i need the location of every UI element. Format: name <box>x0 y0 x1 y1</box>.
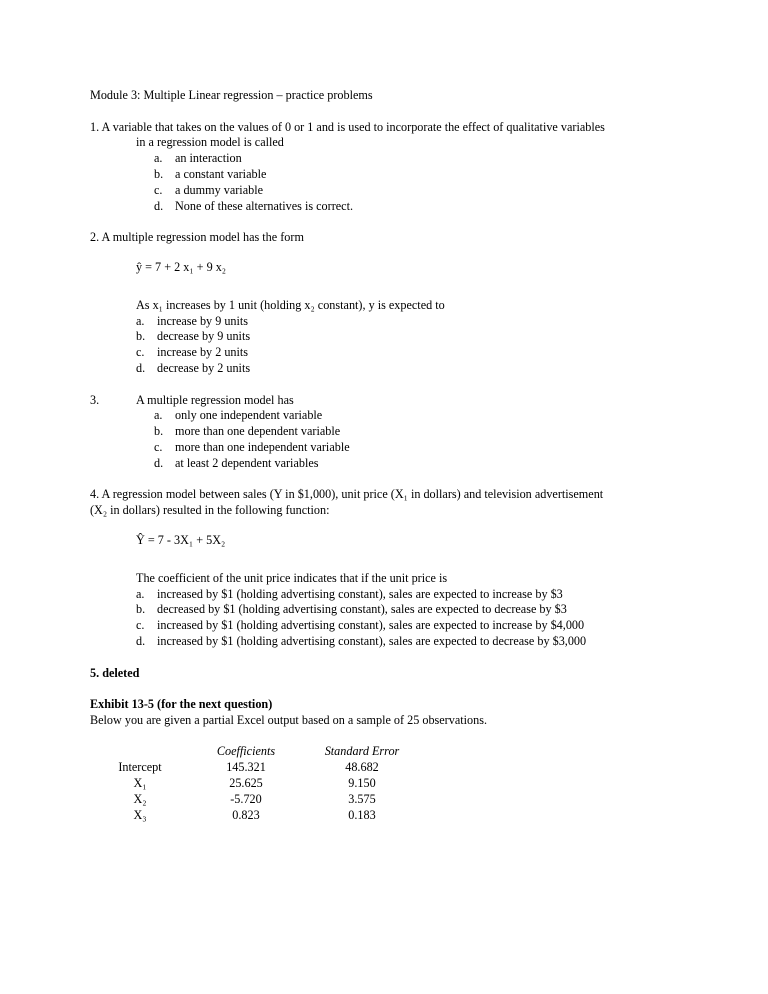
question-2 <box>90 230 678 377</box>
question-3-option-b <box>154 424 678 440</box>
question-4 <box>90 487 678 649</box>
option-letter: a. <box>154 408 163 423</box>
option-text: increase by 9 units <box>157 313 249 328</box>
question-4-option-b <box>136 602 678 618</box>
question-4-prompt: The coefficient of the unit price indicates that if the unit price is <box>136 570 448 585</box>
table-row-x2 <box>108 792 678 808</box>
option-letter: b. <box>154 424 164 439</box>
option-letter: c. <box>136 345 145 360</box>
cell-coefficient: 25.625 <box>229 776 263 791</box>
option-letter: c. <box>154 439 163 454</box>
question-2-prompt: As x₁ increases by 1 unit (holding x₂ constant), y is expected to <box>136 297 445 312</box>
question-number: 3. <box>90 392 100 407</box>
option-text: decrease by 9 units <box>157 329 251 344</box>
table-row-x3 <box>108 808 678 824</box>
option-letter: d. <box>154 455 164 470</box>
question-5-deleted: 5. deleted <box>90 665 140 680</box>
question-2-formula: ŷ = 7 + 2 x₁ + 9 x₂ <box>136 259 227 274</box>
option-text: an interaction <box>175 151 242 166</box>
row-label: Intercept <box>118 760 162 775</box>
option-text: only one independent variable <box>175 408 323 423</box>
question-4-stem-line-2: (X₂ in dollars) resulted in the following function: <box>90 503 330 518</box>
question-4-option-a <box>136 587 678 603</box>
question-1-stem-line-2: in a regression model is called <box>136 135 284 150</box>
question-4-option-d <box>136 634 678 650</box>
cell-std-error: 9.150 <box>348 776 376 791</box>
exhibit-table <box>108 744 678 823</box>
table-row-intercept <box>108 760 678 776</box>
question-3 <box>90 393 678 472</box>
question-2-option-a <box>136 314 678 330</box>
table-header-row <box>108 744 678 760</box>
question-3-option-d <box>154 456 678 472</box>
exhibit-title: Exhibit 13-5 (for the next question) <box>90 697 273 712</box>
option-letter: d. <box>154 198 164 213</box>
header-spacer <box>108 744 172 760</box>
question-4-formula: Ŷ = 7 - 3X₁ + 5X₂ <box>136 532 226 547</box>
cell-coefficient: 145.321 <box>226 760 266 775</box>
column-header-standard-error: Standard Error <box>324 744 400 759</box>
question-1-option-c <box>154 183 678 199</box>
option-letter: a. <box>136 586 145 601</box>
cell-std-error: 48.682 <box>345 760 379 775</box>
option-text: None of these alternatives is correct. <box>175 198 353 213</box>
row-label: X₁ <box>133 776 147 791</box>
option-text: increased by $1 (holding advertising constant), sales are expected to decrease by $3,000 <box>157 633 587 648</box>
option-text: more than one independent variable <box>175 439 350 454</box>
option-text: decrease by 2 units <box>157 360 251 375</box>
option-letter: c. <box>136 618 145 633</box>
cell-coefficient: 0.823 <box>232 807 260 822</box>
question-3-option-c <box>154 440 678 456</box>
option-letter: b. <box>154 166 164 181</box>
row-label: X₂ <box>133 791 147 806</box>
question-3-stem <box>90 393 678 409</box>
cell-std-error: 0.183 <box>348 807 376 822</box>
question-4-stem-line-1: 4. A regression model between sales (Y in $1,000), unit price (X₁ in dollars) and television advertisement <box>90 487 604 502</box>
question-2-option-c <box>136 345 678 361</box>
question-1 <box>90 120 678 215</box>
option-letter: b. <box>136 329 146 344</box>
question-stem-text: A multiple regression model has <box>136 392 294 407</box>
question-4-option-c <box>136 618 678 634</box>
option-letter: d. <box>136 360 146 375</box>
question-2-option-b <box>136 329 678 345</box>
question-3-option-a <box>154 408 678 424</box>
option-text: a constant variable <box>175 166 267 181</box>
question-2-option-d <box>136 361 678 377</box>
row-label: X₃ <box>133 807 147 822</box>
option-text: a dummy variable <box>175 182 263 197</box>
question-1-stem-line-1: 1. A variable that takes on the values of 0 or 1 and is used to incorporate the effect of qualitative variables <box>90 119 605 134</box>
option-text: increased by $1 (holding advertising constant), sales are expected to increase by $3 <box>157 586 563 601</box>
exhibit-subtitle: Below you are given a partial Excel output based on a sample of 25 observations. <box>90 712 487 727</box>
option-text: at least 2 dependent variables <box>175 455 319 470</box>
option-text: increase by 2 units <box>157 345 249 360</box>
question-1-option-b <box>154 167 678 183</box>
option-letter: b. <box>136 602 146 617</box>
option-letter: c. <box>154 182 163 197</box>
exhibit-13-5 <box>90 697 678 823</box>
document-title: Module 3: Multiple Linear regression – practice problems <box>90 88 373 102</box>
question-1-option-d <box>154 199 678 215</box>
question-1-option-a <box>154 151 678 167</box>
option-letter: a. <box>136 313 145 328</box>
option-text: increased by $1 (holding advertising constant), sales are expected to increase by $4,000 <box>157 618 585 633</box>
option-letter: a. <box>154 151 163 166</box>
table-row-x1 <box>108 776 678 792</box>
column-header-coefficients: Coefficients <box>216 744 276 759</box>
option-letter: d. <box>136 633 146 648</box>
option-text: more than one dependent variable <box>175 424 341 439</box>
option-text: decreased by $1 (holding advertising constant), sales are expected to decrease by $3 <box>157 602 567 617</box>
cell-std-error: 3.575 <box>348 791 376 806</box>
cell-coefficient: -5.720 <box>230 791 262 806</box>
question-2-stem: 2. A multiple regression model has the form <box>90 230 304 245</box>
